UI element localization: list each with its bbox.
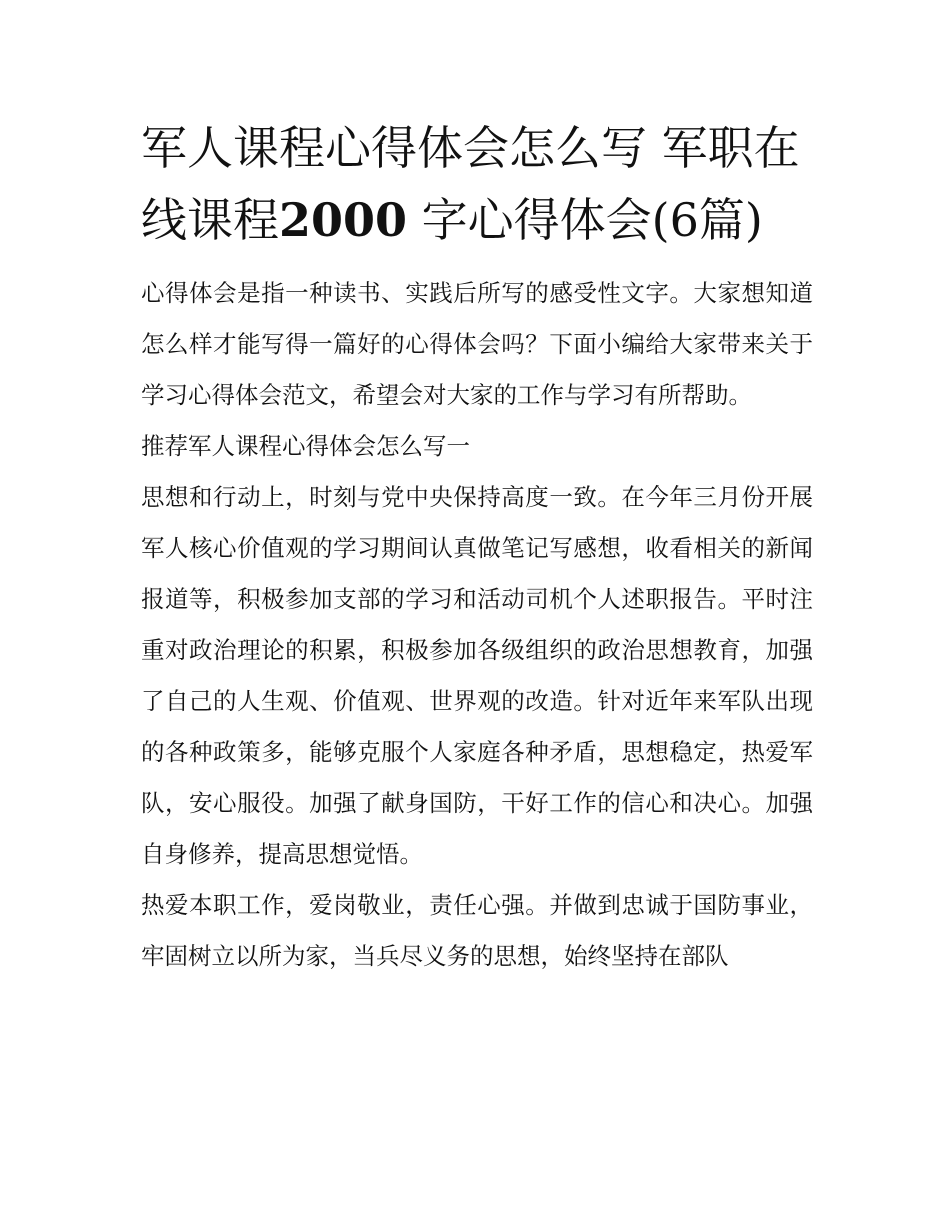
body-paragraph: 热爱本职工作，爱岗敬业，责任心强。并做到忠诚于国防事业，牢固树立以所为家，当兵尽义务的思想，始终坚持在部队 <box>141 891 813 970</box>
title-text-part1: 军人课程心得体会怎么写 军职在线课程 <box>141 121 800 247</box>
section-heading: 推荐军人课程心得体会怎么写一 <box>141 432 470 460</box>
document-content <box>141 112 813 982</box>
intro-paragraph: 心得体会是指一种读书、实践后所写的感受性文字。大家想知道怎么样才能写得一篇好的心得体会吗？下面小编给大家带来关于学习心得体会范文，希望会对大家的工作与学习有所帮助。 <box>141 279 813 409</box>
document-title <box>141 112 813 256</box>
document-body <box>141 268 813 982</box>
title-number: 2000 <box>279 193 408 247</box>
body-paragraph: 思想和行动上，时刻与党中央保持高度一致。在今年三月份开展军人核心价值观的学习期间认真做笔记写感想，收看相关的新闻报道等，积极参加支部的学习和活动司机个人述职报告。平时注重对政治理论的积累，积极参加各级组织的政治思想教育，加强了自己的人生观、价值观、世界观的改造。针对近年来军队出现的各种政策多，能够克服个人家庭各种矛盾，思想稳定，热爱军队，安心服役。加强了献身国防，干好工作的信心和决心。加强自身修养，提高思想觉悟。 <box>141 483 813 868</box>
title-text-part2: 字心得体会(6篇) <box>407 193 763 247</box>
